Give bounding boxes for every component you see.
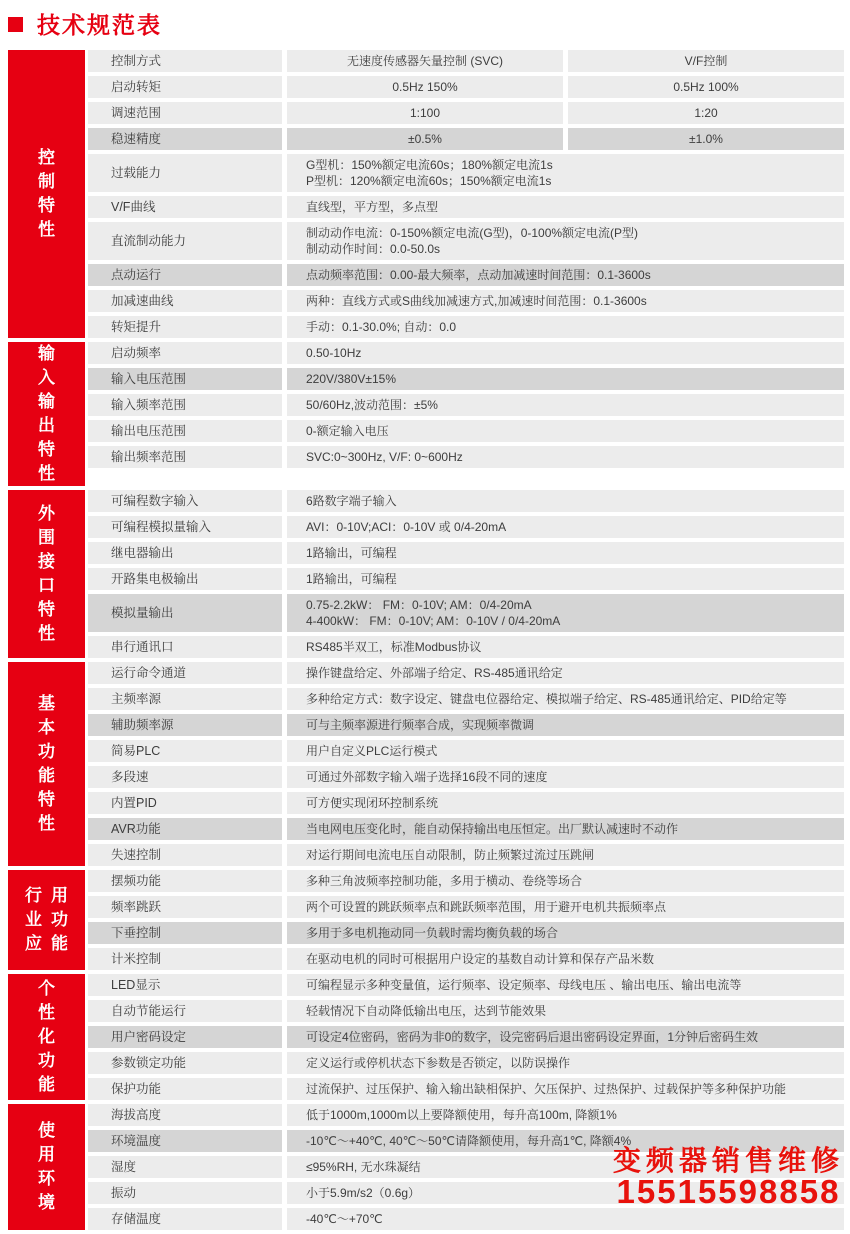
row-label-text: 模拟量输出	[111, 606, 174, 620]
table-row	[88, 974, 844, 996]
row-label-text: 输出频率范围	[111, 450, 187, 464]
row-value-line: 1路输出，可编程	[306, 546, 397, 560]
category-char: 业	[25, 910, 42, 929]
row-label-text: 简易PLC	[111, 744, 161, 758]
table-row	[88, 636, 844, 658]
row-value	[287, 1026, 844, 1048]
row-value	[287, 922, 844, 944]
category-char: 性	[38, 624, 55, 643]
row-value-text: 0.5Hz 100%	[673, 80, 739, 94]
row-value-line: 两个可设置的跳跃频率点和跳跃频率范围，用于避开电机共振频率点	[306, 900, 667, 914]
row-value-line: 两种：直线方式或S曲线加减速方式,加减速时间范围：0.1-3600s	[306, 294, 647, 308]
row-label-text: 稳速精度	[111, 132, 162, 146]
row-value	[287, 102, 563, 124]
row-value-text: ±0.5%	[408, 132, 442, 146]
category-char: 应	[25, 934, 42, 953]
table-row	[88, 870, 844, 892]
section-rows	[88, 662, 844, 866]
category-char: 制	[38, 172, 55, 191]
row-label	[88, 1130, 282, 1152]
category-char: 化	[38, 1027, 55, 1046]
row-value	[287, 316, 844, 338]
row-label	[88, 1182, 282, 1204]
category-char: 功	[51, 910, 68, 929]
row-label	[88, 394, 282, 416]
row-value	[287, 896, 844, 918]
row-value-line: 制动动作电流：0-150%额定电流(G型)，0-100%额定电流(P型)	[306, 226, 639, 240]
row-label-text: 多段速	[111, 770, 149, 784]
row-label	[88, 922, 282, 944]
row-value	[287, 342, 844, 364]
row-value-line: 50/60Hz,波动范围：±5%	[306, 398, 438, 412]
section-category-label	[8, 870, 85, 970]
table-row	[88, 792, 844, 814]
row-label-text: 转矩提升	[111, 320, 162, 334]
watermark-phone: 15515598858	[616, 1173, 841, 1211]
category-char: 性	[38, 220, 55, 239]
category-char: 入	[38, 368, 55, 387]
row-value-text: V/F控制	[684, 54, 728, 68]
category-char: 特	[38, 440, 55, 459]
row-value-line: 直线型，平方型，多点型	[306, 200, 439, 214]
row-label	[88, 974, 282, 996]
row-label	[88, 568, 282, 590]
row-label-text: LED显示	[111, 978, 161, 992]
page-header	[0, 0, 850, 44]
row-value-line: 0-额定输入电压	[306, 424, 389, 438]
category-char: 性	[38, 814, 55, 833]
table-row	[88, 740, 844, 762]
row-label	[88, 1078, 282, 1100]
section-rows	[88, 50, 844, 338]
table-row	[88, 102, 844, 124]
row-value-line: 定义运行或停机状态下参数是否锁定，以防误操作	[306, 1056, 571, 1070]
category-char: 围	[38, 528, 55, 547]
row-value-line: 当电网电压变化时，能自动保持输出电压恒定。出厂默认减速时不动作	[306, 822, 679, 836]
table-row	[88, 490, 844, 512]
row-value-line: 1路输出，可编程	[306, 572, 397, 586]
table-row	[88, 368, 844, 390]
row-label	[88, 264, 282, 286]
category-char: 本	[38, 718, 55, 737]
row-label-text: 运行命令通道	[111, 666, 187, 680]
row-label	[88, 636, 282, 658]
row-value	[287, 154, 844, 192]
row-value	[287, 568, 844, 590]
category-char: 功	[38, 742, 55, 761]
row-value-line: 操作键盘给定、外部端子给定、RS-485通讯给定	[306, 666, 563, 680]
spec-section	[8, 342, 844, 486]
table-row	[88, 844, 844, 866]
row-label-text: 控制方式	[111, 54, 162, 68]
category-char: 境	[38, 1193, 55, 1212]
table-row	[88, 76, 844, 98]
table-row	[88, 714, 844, 736]
table-row	[88, 1052, 844, 1074]
category-char: 能	[38, 766, 55, 785]
category-char: 个	[38, 979, 55, 998]
row-label-text: 保护功能	[111, 1082, 162, 1096]
row-value-line: 在驱动电机的同时可根据用户设定的基数自动计算和保存产品米数	[306, 952, 655, 966]
row-label	[88, 290, 282, 312]
row-label-text: 可编程模拟量输入	[111, 520, 212, 534]
row-label-text: 调速范围	[111, 106, 162, 120]
category-char: 能	[51, 934, 68, 953]
row-label-text: 摆频功能	[111, 874, 162, 888]
row-label-text: 可编程数字输入	[111, 494, 199, 508]
row-value	[287, 688, 844, 710]
row-value-text: 0.5Hz 150%	[392, 80, 458, 94]
table-row	[88, 394, 844, 416]
category-column	[38, 342, 55, 486]
row-label-text: 输入频率范围	[111, 398, 187, 412]
row-label-text: 启动转矩	[111, 80, 162, 94]
row-label	[88, 1000, 282, 1022]
row-value-line: ≤95%RH, 无水珠凝结	[306, 1160, 421, 1174]
category-char: 能	[38, 1075, 55, 1094]
row-label	[88, 1026, 282, 1048]
spec-section	[8, 50, 844, 338]
row-value-line: 小于5.9m/s2（0.6g）	[306, 1186, 421, 1200]
category-char: 用	[38, 1145, 55, 1164]
category-char: 用	[51, 886, 68, 905]
row-label	[88, 662, 282, 684]
row-label	[88, 1052, 282, 1074]
row-label-text: 启动频率	[111, 346, 162, 360]
row-label-text: 开路集电极输出	[111, 572, 199, 586]
category-text	[38, 692, 55, 836]
table-row	[88, 516, 844, 538]
row-value	[287, 1208, 844, 1230]
row-label	[88, 154, 282, 192]
category-char: 特	[38, 790, 55, 809]
row-label	[88, 740, 282, 762]
row-value	[287, 766, 844, 788]
row-value	[568, 102, 844, 124]
row-value-line: 可设定4位密码，密码为非0的数字，设完密码后退出密码设定界面，1分钟后密码生效	[306, 1030, 759, 1044]
row-value	[287, 368, 844, 390]
row-value-line: 用户自定义PLC运行模式	[306, 744, 438, 758]
table-row	[88, 290, 844, 312]
table-row	[88, 222, 844, 260]
row-label-text: 点动运行	[111, 268, 162, 282]
spec-section	[8, 870, 844, 970]
row-label-text: 内置PID	[111, 796, 157, 810]
row-value	[287, 844, 844, 866]
section-category-label	[8, 662, 85, 866]
section-rows	[88, 490, 844, 658]
row-value-line: AVI：0-10V;ACI：0-10V 或 0/4-20mA	[306, 520, 507, 534]
row-label	[88, 446, 282, 468]
row-label-text: 下垂控制	[111, 926, 162, 940]
row-value	[287, 974, 844, 996]
row-label	[88, 844, 282, 866]
category-text	[38, 342, 55, 486]
category-text	[38, 502, 55, 646]
row-value	[287, 1078, 844, 1100]
row-label-text: 计米控制	[111, 952, 162, 966]
row-value-text: 1:100	[409, 106, 441, 120]
watermark-text: 变频器销售维修	[612, 1145, 844, 1176]
row-label	[88, 222, 282, 260]
row-label-text: 主频率源	[111, 692, 162, 706]
row-value-line: 多用于多电机拖动同一负载时需均衡负载的场合	[306, 926, 559, 940]
row-value	[287, 490, 844, 512]
row-label-text: 频率跳跃	[111, 900, 162, 914]
table-row	[88, 154, 844, 192]
table-row	[88, 342, 844, 364]
section-category-label	[8, 342, 85, 486]
row-label	[88, 196, 282, 218]
row-label-text: 环境温度	[111, 1134, 162, 1148]
category-char: 环	[38, 1169, 55, 1188]
section-rows	[88, 974, 844, 1100]
row-label-text: 参数锁定功能	[111, 1056, 187, 1070]
row-value	[287, 446, 844, 468]
row-value-text: 无速度传感器矢量控制 (SVC)	[346, 54, 503, 68]
row-value	[287, 594, 844, 632]
category-char: 性	[38, 1003, 55, 1022]
row-label	[88, 128, 282, 150]
category-char: 口	[38, 576, 55, 595]
row-label-text: AVR功能	[111, 822, 161, 836]
row-value	[287, 128, 563, 150]
row-label	[88, 1104, 282, 1126]
row-value-line: 低于1000m,1000m以上要降额使用，每升高100m, 降额1%	[306, 1108, 617, 1122]
row-value-line: 点动频率范围：0.00-最大频率，点动加减速时间范围：0.1-3600s	[306, 268, 651, 282]
row-value-line: 对运行期间电流电压自动限制，防止频繁过流过压跳闸	[306, 848, 595, 862]
row-value	[287, 1000, 844, 1022]
section-category-label	[8, 974, 85, 1100]
row-label	[88, 420, 282, 442]
table-row	[88, 316, 844, 338]
category-text	[25, 884, 68, 956]
row-label	[88, 1156, 282, 1178]
category-char: 性	[38, 464, 55, 483]
row-value-line: 可编程显示多种变量值，运行频率、设定频率、母线电压 、输出电压、输出电流等	[306, 978, 742, 992]
row-label-text: 失速控制	[111, 848, 162, 862]
row-label	[88, 76, 282, 98]
row-label	[88, 766, 282, 788]
watermark	[613, 1146, 844, 1210]
category-column	[51, 884, 68, 956]
category-char: 功	[38, 1051, 55, 1070]
row-value	[287, 76, 563, 98]
table-row	[88, 1078, 844, 1100]
row-value-line: RS485半双工，标准Modbus协议	[306, 640, 482, 654]
row-label-text: 继电器输出	[111, 546, 174, 560]
row-label-text: 湿度	[111, 1160, 137, 1174]
table-row	[88, 594, 844, 632]
category-char: 输	[38, 344, 55, 363]
section-rows	[88, 342, 844, 486]
table-row	[88, 948, 844, 970]
table-row	[88, 1026, 844, 1048]
table-row	[88, 1208, 844, 1230]
row-value-line: 过流保护、过压保护、输入输出缺相保护、欠压保护、过热保护、过载保护等多种保护功能	[306, 1082, 787, 1096]
row-label-text: 辅助频率源	[111, 718, 174, 732]
table-row	[88, 896, 844, 918]
section-rows	[88, 870, 844, 970]
category-char: 行	[25, 886, 42, 905]
row-value	[287, 50, 563, 72]
table-row	[88, 1104, 844, 1126]
section-category-label	[8, 1104, 85, 1230]
row-value	[568, 50, 844, 72]
row-value	[287, 542, 844, 564]
category-char: 控	[38, 148, 55, 167]
category-char: 外	[38, 504, 55, 523]
row-label	[88, 792, 282, 814]
table-row	[88, 128, 844, 150]
category-char: 基	[38, 694, 55, 713]
table-row	[88, 446, 844, 468]
row-value	[287, 1052, 844, 1074]
category-char: 特	[38, 600, 55, 619]
section-category-label	[8, 50, 85, 338]
row-value	[287, 516, 844, 538]
row-label-text: 直流制动能力	[111, 234, 187, 248]
row-value	[287, 290, 844, 312]
page-title: 技术规范表	[37, 11, 162, 38]
category-text	[38, 146, 55, 242]
row-label-text: 用户密码设定	[111, 1030, 187, 1044]
row-value-line: 多种给定方式：数字设定、键盘电位器给定、模拟端子给定、RS-485通讯给定、PID给定等	[306, 692, 787, 706]
row-label-text: 振动	[111, 1186, 137, 1200]
row-value	[287, 636, 844, 658]
row-value-text: ±1.0%	[689, 132, 723, 146]
row-value	[287, 222, 844, 260]
category-char: 特	[38, 196, 55, 215]
row-value-line: 手动：0.1-30.0%; 自动：0.0	[306, 320, 457, 334]
row-value	[568, 128, 844, 150]
row-value-line: -10℃～+40℃, 40℃～50℃请降额使用，每升高1℃, 降额4%	[306, 1134, 632, 1148]
row-value-line: 轻载情况下自动降低输出电压，达到节能效果	[306, 1004, 547, 1018]
row-value-line: -40℃～+70℃	[306, 1212, 383, 1226]
row-label	[88, 50, 282, 72]
title-bullet-icon	[8, 17, 23, 32]
row-value	[287, 714, 844, 736]
row-value-line: 可方便实现闭环控制系统	[306, 796, 439, 810]
row-value	[287, 394, 844, 416]
row-value-line: G型机：150%额定电流60s；180%额定电流1s	[306, 158, 553, 172]
row-label	[88, 594, 282, 632]
category-column	[38, 146, 55, 242]
table-row	[88, 196, 844, 218]
spec-section	[8, 490, 844, 658]
row-label	[88, 948, 282, 970]
row-label	[88, 316, 282, 338]
row-value-line: 多种三角波频率控制功能，多用于横动、卷绕等场合	[306, 874, 583, 888]
row-value-line: 制动动作时间：0.0-50.0s	[306, 242, 441, 256]
row-label	[88, 688, 282, 710]
table-row	[88, 50, 844, 72]
row-value-line: 0.50-10Hz	[306, 346, 362, 360]
row-label	[88, 542, 282, 564]
row-label	[88, 516, 282, 538]
category-column	[38, 1119, 55, 1215]
table-row	[88, 766, 844, 788]
category-text	[38, 977, 55, 1097]
row-label	[88, 870, 282, 892]
row-value-line: 可与主频率源进行频率合成，实现频率微调	[306, 718, 535, 732]
category-char: 接	[38, 552, 55, 571]
table-row	[88, 568, 844, 590]
category-char: 出	[38, 416, 55, 435]
category-column	[38, 502, 55, 646]
table-row	[88, 420, 844, 442]
row-label-text: 输入电压范围	[111, 372, 187, 386]
row-value-line: 6路数字端子输入	[306, 494, 397, 508]
row-value	[287, 818, 844, 840]
category-char: 使	[38, 1121, 55, 1140]
table-row	[88, 264, 844, 286]
row-value	[287, 420, 844, 442]
row-label	[88, 818, 282, 840]
spec-section	[8, 974, 844, 1100]
row-label-text: 存储温度	[111, 1212, 162, 1226]
row-value	[287, 740, 844, 762]
category-column	[25, 884, 42, 956]
category-text	[38, 1119, 55, 1215]
row-label-text: 自动节能运行	[111, 1004, 187, 1018]
row-value	[287, 264, 844, 286]
row-value	[287, 1104, 844, 1126]
row-label-text: 海拔高度	[111, 1108, 162, 1122]
row-value-line: P型机：120%额定电流60s；150%额定电流1s	[306, 174, 552, 188]
row-value	[287, 948, 844, 970]
table-row	[88, 818, 844, 840]
row-value-line: 可通过外部数字输入端子选择16段不同的速度	[306, 770, 548, 784]
row-value-line: 4-400kW： FM：0-10V; AM：0-10V / 0/4-20mA	[306, 614, 561, 628]
category-column	[38, 977, 55, 1097]
row-label	[88, 342, 282, 364]
row-value-line: SVC:0~300Hz, V/F: 0~600Hz	[306, 450, 463, 464]
spec-table	[8, 50, 844, 1234]
row-label-text: 串行通讯口	[111, 640, 174, 654]
row-value-line: 0.75-2.2kW： FM：0-10V; AM：0/4-20mA	[306, 598, 532, 612]
category-char: 输	[38, 392, 55, 411]
row-label-text: 加减速曲线	[111, 294, 174, 308]
row-label-text: 过载能力	[111, 166, 162, 180]
spec-section	[8, 662, 844, 866]
category-column	[38, 692, 55, 836]
row-value	[287, 870, 844, 892]
row-label	[88, 896, 282, 918]
row-value	[568, 76, 844, 98]
table-row	[88, 688, 844, 710]
table-row	[88, 1000, 844, 1022]
row-label-text: 输出电压范围	[111, 424, 187, 438]
row-label	[88, 102, 282, 124]
table-row	[88, 922, 844, 944]
row-value-text: 1:20	[694, 106, 718, 120]
row-value	[287, 662, 844, 684]
row-value-line: 220V/380V±15%	[306, 372, 396, 386]
table-row	[88, 662, 844, 684]
table-row	[88, 542, 844, 564]
row-label-text: V/F曲线	[111, 200, 156, 214]
row-label	[88, 368, 282, 390]
section-category-label	[8, 490, 85, 658]
row-value	[287, 196, 844, 218]
row-label	[88, 1208, 282, 1230]
row-value	[287, 792, 844, 814]
row-label	[88, 490, 282, 512]
row-label	[88, 714, 282, 736]
